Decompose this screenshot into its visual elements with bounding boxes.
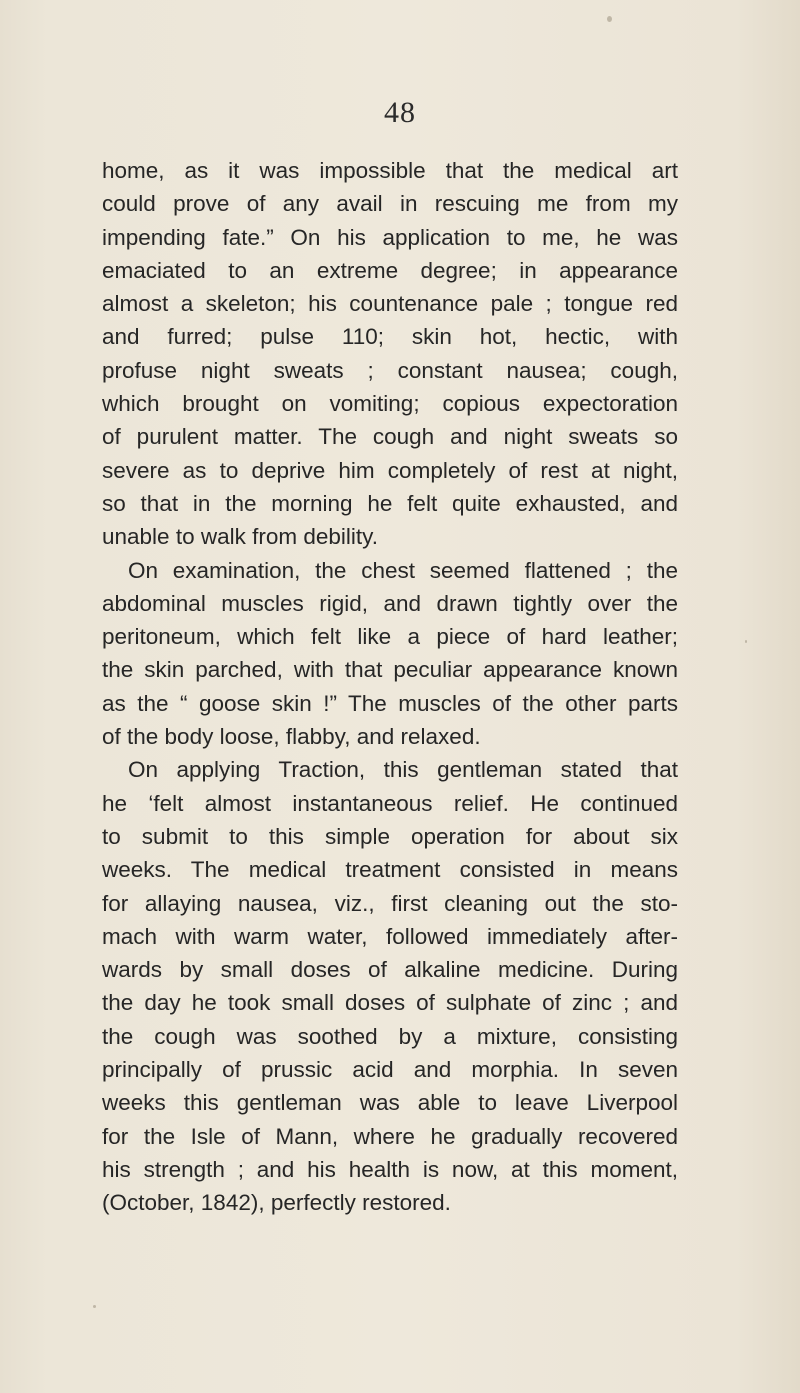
- text-line: home, as it was impossible that the medical art: [102, 158, 678, 183]
- text-line: mach with warm water, followed immediately after-: [102, 923, 678, 949]
- text-line: for the Isle of Mann, where he gradually recovered: [102, 1123, 678, 1149]
- text-line: (October, 1842), perfectly restored.: [102, 1190, 451, 1216]
- text-line: weeks this gentleman was able to leave Liverpool: [102, 1090, 678, 1116]
- text-line: of the body loose, flabby, and relaxed.: [102, 724, 481, 750]
- text-line: his strength ; and his health is now, at this moment,: [102, 1156, 678, 1182]
- text-line: emaciated to an extreme degree; in appearance: [102, 257, 678, 283]
- text-line: abdominal muscles rigid, and drawn tightly over the: [102, 590, 678, 616]
- text-line: impending fate.” On his application to me, he was: [102, 224, 678, 250]
- text-line: could prove of any avail in rescuing me from my: [102, 191, 678, 217]
- text-line: On applying Traction, this gentleman stated that: [128, 757, 678, 783]
- paper-speck: [745, 640, 747, 643]
- page-number: 48: [384, 96, 416, 129]
- text-line: as the “ goose skin !” The muscles of the other parts: [102, 690, 678, 716]
- text-line: profuse night sweats ; constant nausea; cough,: [102, 357, 678, 383]
- text-line: he ‘felt almost instantaneous relief. He continued: [102, 790, 678, 816]
- text-line: weeks. The medical treatment consisted in means: [102, 857, 678, 883]
- paper-speck: [93, 1305, 96, 1308]
- text-line: severe as to deprive him completely of rest at night,: [102, 457, 678, 483]
- paper-speck: [607, 16, 612, 22]
- text-line: of purulent matter. The cough and night sweats so: [102, 424, 678, 450]
- text-line: almost a skeleton; his countenance pale ; tongue red: [102, 291, 678, 317]
- text-line: the day he took small doses of sulphate of zinc ; and: [102, 990, 678, 1016]
- text-line: On examination, the chest seemed flattened ; the: [128, 557, 678, 583]
- text-line: which brought on vomiting; copious expectoration: [102, 391, 678, 417]
- text-line: wards by small doses of alkaline medicine. During: [102, 957, 678, 983]
- text-line: for allaying nausea, viz., first cleaning out the sto-: [102, 890, 678, 916]
- text-line: to submit to this simple operation for about six: [102, 823, 678, 849]
- text-line: the cough was soothed by a mixture, consisting: [102, 1023, 678, 1049]
- text-line: so that in the morning he felt quite exhausted, and: [102, 490, 678, 516]
- text-line: and furred; pulse 110; skin hot, hectic, with: [102, 324, 678, 350]
- text-line: peritoneum, which felt like a piece of hard leather;: [102, 624, 678, 650]
- text-line: the skin parched, with that peculiar appearance known: [102, 657, 678, 683]
- text-line: principally of prussic acid and morphia. In seven: [102, 1057, 678, 1083]
- text-line: unable to walk from debility.: [102, 524, 378, 550]
- body-text: [102, 154, 678, 1220]
